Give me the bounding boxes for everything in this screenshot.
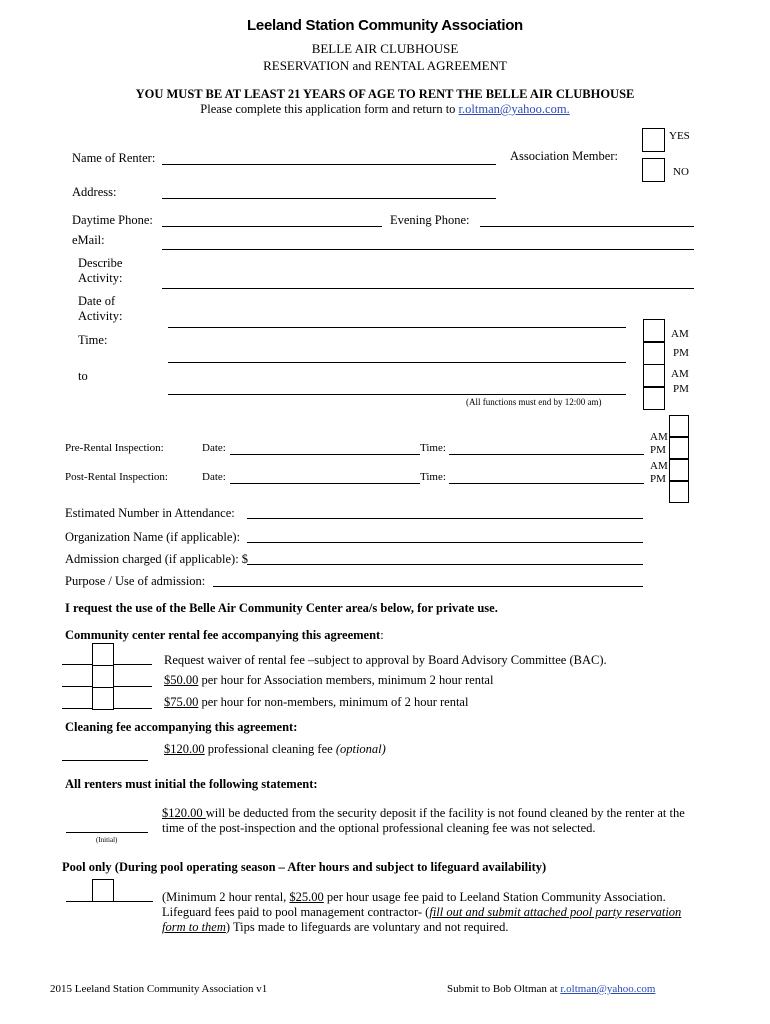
end-time-field[interactable] <box>168 394 626 395</box>
org-label: Organization Name (if applicable): <box>65 530 241 544</box>
admission-label: Admission charged (if applicable): $ <box>65 552 249 566</box>
start-am-checkbox[interactable] <box>643 319 665 342</box>
pool-line-3b: ) Tips made to lifeguards are voluntary and not required. <box>225 920 509 934</box>
post-pm-label: PM <box>650 473 666 485</box>
nonmember-rate-text: per hour for non-members, minimum of 2 hour rental <box>198 695 469 709</box>
pool-line-2a: Lifeguard fees paid to pool management contractor- ( <box>162 905 430 919</box>
no-label: NO <box>673 166 689 178</box>
rental-heading-colon: : <box>380 628 384 642</box>
rental-heading-text: Community center rental fee accompanying this agreement <box>65 628 381 642</box>
evening-phone-field[interactable] <box>480 226 694 227</box>
pool-reservation-link[interactable]: fill out and submit attached pool party reservation <box>429 905 682 919</box>
instructions <box>0 102 770 117</box>
pool-checkbox[interactable] <box>92 879 114 902</box>
describe-label-2: Activity: <box>78 271 123 285</box>
attendance-label: Estimated Number in Attendance: <box>65 506 235 520</box>
initial-label: (Initial) <box>96 836 118 844</box>
post-time-field[interactable] <box>449 483 644 484</box>
purpose-field[interactable] <box>213 586 643 587</box>
pool-price: $25.00 <box>289 890 324 904</box>
pool-line-1a: (Minimum 2 hour rental, <box>162 890 290 904</box>
address-label: Address: <box>72 185 117 199</box>
post-time-label: Time: <box>420 471 446 483</box>
pool-line-1 <box>162 890 666 905</box>
post-am-checkbox[interactable] <box>669 459 689 481</box>
subtitle-agreement: RESERVATION and RENTAL AGREEMENT <box>263 58 507 73</box>
request-statement: I request the use of the Belle Air Community Center area/s below, for private use. <box>65 601 498 615</box>
deposit-line-2: time of the post-inspection and the optional professional cleaning fee was not selected. <box>162 821 596 835</box>
cleaning-heading: Cleaning fee accompanying this agreement: <box>65 720 298 734</box>
admission-field[interactable] <box>247 564 643 565</box>
pool-line-2 <box>162 905 681 920</box>
cleaning-fee <box>164 742 386 757</box>
waiver-checkbox[interactable] <box>92 643 114 666</box>
deposit-price: $120.00 <box>162 806 206 820</box>
address-field[interactable] <box>162 198 496 199</box>
nonmember-rate <box>164 695 468 710</box>
start-pm-checkbox[interactable] <box>643 342 665 365</box>
post-inspection-label: Post-Rental Inspection: <box>65 471 168 483</box>
pool-line-1b: per hour usage fee paid to Leeland Station Community Association. <box>323 890 666 904</box>
footer-submit-text: Submit to Bob Oltman at <box>447 983 558 995</box>
deposit-initial-line[interactable] <box>66 832 148 833</box>
cleaning-initial-line[interactable] <box>62 760 148 761</box>
end-pm-label: PM <box>673 383 689 395</box>
nonmember-price: $75.00 <box>164 695 199 709</box>
email-field[interactable] <box>162 249 694 250</box>
subtitle-clubhouse: BELLE AIR CLUBHOUSE <box>311 41 459 56</box>
pre-am-checkbox[interactable] <box>669 415 689 437</box>
member-rate <box>164 673 493 688</box>
member-no-checkbox[interactable] <box>642 158 665 182</box>
date-activity-field[interactable] <box>168 327 626 328</box>
post-date-field[interactable] <box>230 483 420 484</box>
evening-phone-label: Evening Phone: <box>390 213 470 227</box>
daytime-phone-field[interactable] <box>162 226 382 227</box>
pool-line-3 <box>162 920 508 935</box>
member-rate-checkbox[interactable] <box>92 665 114 688</box>
cleaning-text: professional cleaning fee <box>204 742 336 756</box>
start-time-field[interactable] <box>168 362 626 363</box>
describe-label-1: Describe <box>78 256 123 270</box>
start-am-label: AM <box>671 328 689 340</box>
waiver-text: Request waiver of rental fee –subject to approval by Board Advisory Committee (BAC). <box>164 653 607 667</box>
cleaning-price: $120.00 <box>164 742 205 756</box>
pre-time-field[interactable] <box>449 454 644 455</box>
pre-am-label: AM <box>650 431 668 443</box>
deposit-line-1 <box>162 806 685 821</box>
pool-heading: Pool only (During pool operating season – After hours and subject to lifeguard availability) <box>62 860 547 874</box>
describe-activity-field[interactable] <box>162 288 694 289</box>
pre-date-field[interactable] <box>230 454 420 455</box>
date-label-1: Date of <box>78 294 116 308</box>
name-label: Name of Renter: <box>72 151 156 165</box>
footer-email-link[interactable]: r.oltman@yahoo.com <box>560 983 656 995</box>
rental-heading <box>65 628 384 643</box>
org-field[interactable] <box>247 542 643 543</box>
pool-reservation-link-2[interactable]: form to them <box>162 920 226 934</box>
initial-heading: All renters must initial the following statement: <box>65 777 318 791</box>
page-title: Leeland Station Community Association <box>247 17 523 34</box>
deposit-text-1: will be deducted from the security deposit if the facility is not found cleaned by the renter at the <box>205 806 685 820</box>
end-note: (All functions must end by 12:00 am) <box>466 397 602 407</box>
attendance-field[interactable] <box>247 518 643 519</box>
member-yes-checkbox[interactable] <box>642 128 665 152</box>
return-email-link[interactable]: r.oltman@yahoo.com. <box>458 102 570 116</box>
post-pm-checkbox[interactable] <box>669 481 689 503</box>
start-pm-label: PM <box>673 347 689 359</box>
pre-pm-label: PM <box>650 444 666 456</box>
name-field[interactable] <box>162 164 496 165</box>
cleaning-optional: (optional) <box>335 742 386 756</box>
time-label: Time: <box>78 333 108 347</box>
member-label: Association Member: <box>510 149 618 163</box>
age-notice: YOU MUST BE AT LEAST 21 YEARS OF AGE TO RENT THE BELLE AIR CLUBHOUSE <box>135 87 635 101</box>
pre-pm-checkbox[interactable] <box>669 437 689 459</box>
instructions-text: Please complete this application form and return to <box>200 102 456 116</box>
end-am-checkbox[interactable] <box>643 364 665 387</box>
daytime-phone-label: Daytime Phone: <box>72 213 153 227</box>
yes-label: YES <box>669 130 690 142</box>
post-am-label: AM <box>650 460 668 472</box>
end-pm-checkbox[interactable] <box>643 387 665 410</box>
purpose-label: Purpose / Use of admission: <box>65 574 206 588</box>
pre-inspection-label: Pre-Rental Inspection: <box>65 442 164 454</box>
to-label: to <box>78 369 88 383</box>
member-price: $50.00 <box>164 673 199 687</box>
footer-version: 2015 Leeland Station Community Association v1 <box>50 983 268 995</box>
end-am-label: AM <box>671 368 689 380</box>
pre-time-label: Time: <box>420 442 446 454</box>
footer-submit <box>447 983 655 995</box>
pre-date-label: Date: <box>202 442 226 454</box>
nonmember-rate-checkbox[interactable] <box>92 687 114 710</box>
date-label-2: Activity: <box>78 309 123 323</box>
email-label: eMail: <box>72 233 105 247</box>
post-date-label: Date: <box>202 471 226 483</box>
member-rate-text: per hour for Association members, minimum 2 hour rental <box>198 673 494 687</box>
